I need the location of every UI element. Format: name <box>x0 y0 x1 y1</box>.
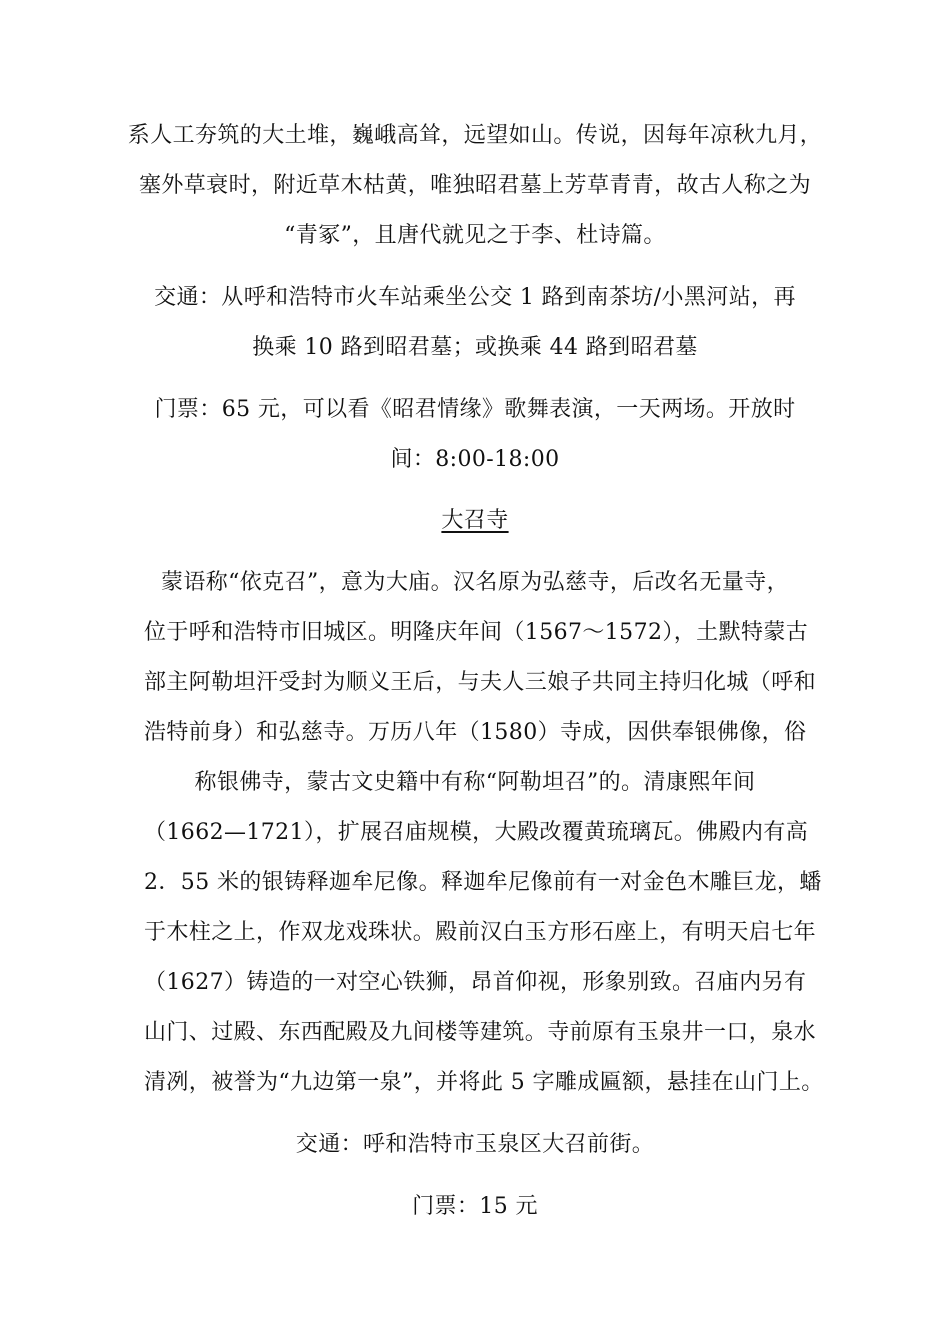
zhaojun-ticket-line-2: 间：8:00-18:00 <box>390 447 560 472</box>
zhaojun-transport-line-1: 交通：从呼和浩特市火车站乘坐公交 1 路到南茶坊/小黑河站，再 <box>154 285 796 310</box>
zhaojun-desc-line-3: “青冢”，且唐代就见之于李、杜诗篇。 <box>284 223 666 248</box>
dazhao-desc-line-5: 称银佛寺，蒙古文史籍中有称“阿勒坦召”的。清康熙年间 <box>194 770 756 795</box>
dazhao-desc-line-2: 位于呼和浩特市旧城区。明隆庆年间（1567～1572），土默特蒙古 <box>144 620 809 645</box>
dazhao-ticket: 门票：15 元 <box>412 1194 538 1219</box>
dazhao-desc-line-8: 于木柱之上，作双龙戏珠状。殿前汉白玉方形石座上，有明天启七年 <box>144 920 817 945</box>
dazhao-heading-link[interactable]: 大召寺 <box>441 508 509 533</box>
dazhao-desc-line-9: （1627）铸造的一对空心铁狮，昂首仰视，形象别致。召庙内另有 <box>144 970 807 995</box>
section-heading-dazhao[interactable] <box>0 506 950 536</box>
zhaojun-desc-line-1: 系人工夯筑的大土堆，巍峨高耸，远望如山。传说，因每年凉秋九月， <box>127 123 823 148</box>
dazhao-desc-line-11: 清冽，被誉为“九边第一泉”，并将此 5 字雕成匾额，悬挂在山门上。 <box>144 1070 824 1095</box>
dazhao-desc-line-4: 浩特前身）和弘慈寺。万历八年（1580）寺成，因供奉银佛像，俗 <box>144 720 807 745</box>
zhaojun-desc-line-2: 塞外草衰时，附近草木枯黄，唯独昭君墓上芳草青青，故古人称之为 <box>138 173 811 198</box>
dazhao-desc-line-10: 山门、过殿、东西配殿及九间楼等建筑。寺前原有玉泉井一口，泉水 <box>144 1020 817 1045</box>
dazhao-transport: 交通：呼和浩特市玉泉区大召前街。 <box>295 1132 655 1157</box>
dazhao-desc-line-1: 蒙语称“依克召”，意为大庙。汉名原为弘慈寺，后改名无量寺， <box>160 570 790 595</box>
zhaojun-transport-line-2: 换乘 10 路到昭君墓；或换乘 44 路到昭君墓 <box>252 335 698 360</box>
dazhao-desc-line-6: （1662—1721），扩展召庙规模，大殿改覆黄琉璃瓦。佛殿内有高 <box>144 820 809 845</box>
zhaojun-ticket-line-1: 门票：65 元，可以看《昭君情缘》歌舞表演，一天两场。开放时 <box>154 397 796 422</box>
dazhao-desc-line-3: 部主阿勒坦汗受封为顺义王后，与夫人三娘子共同主持归化城（呼和 <box>144 670 817 695</box>
dazhao-desc-line-7: 2．55 米的银铸释迦牟尼像。释迦牟尼像前有一对金色木雕巨龙，蟠 <box>144 870 822 895</box>
